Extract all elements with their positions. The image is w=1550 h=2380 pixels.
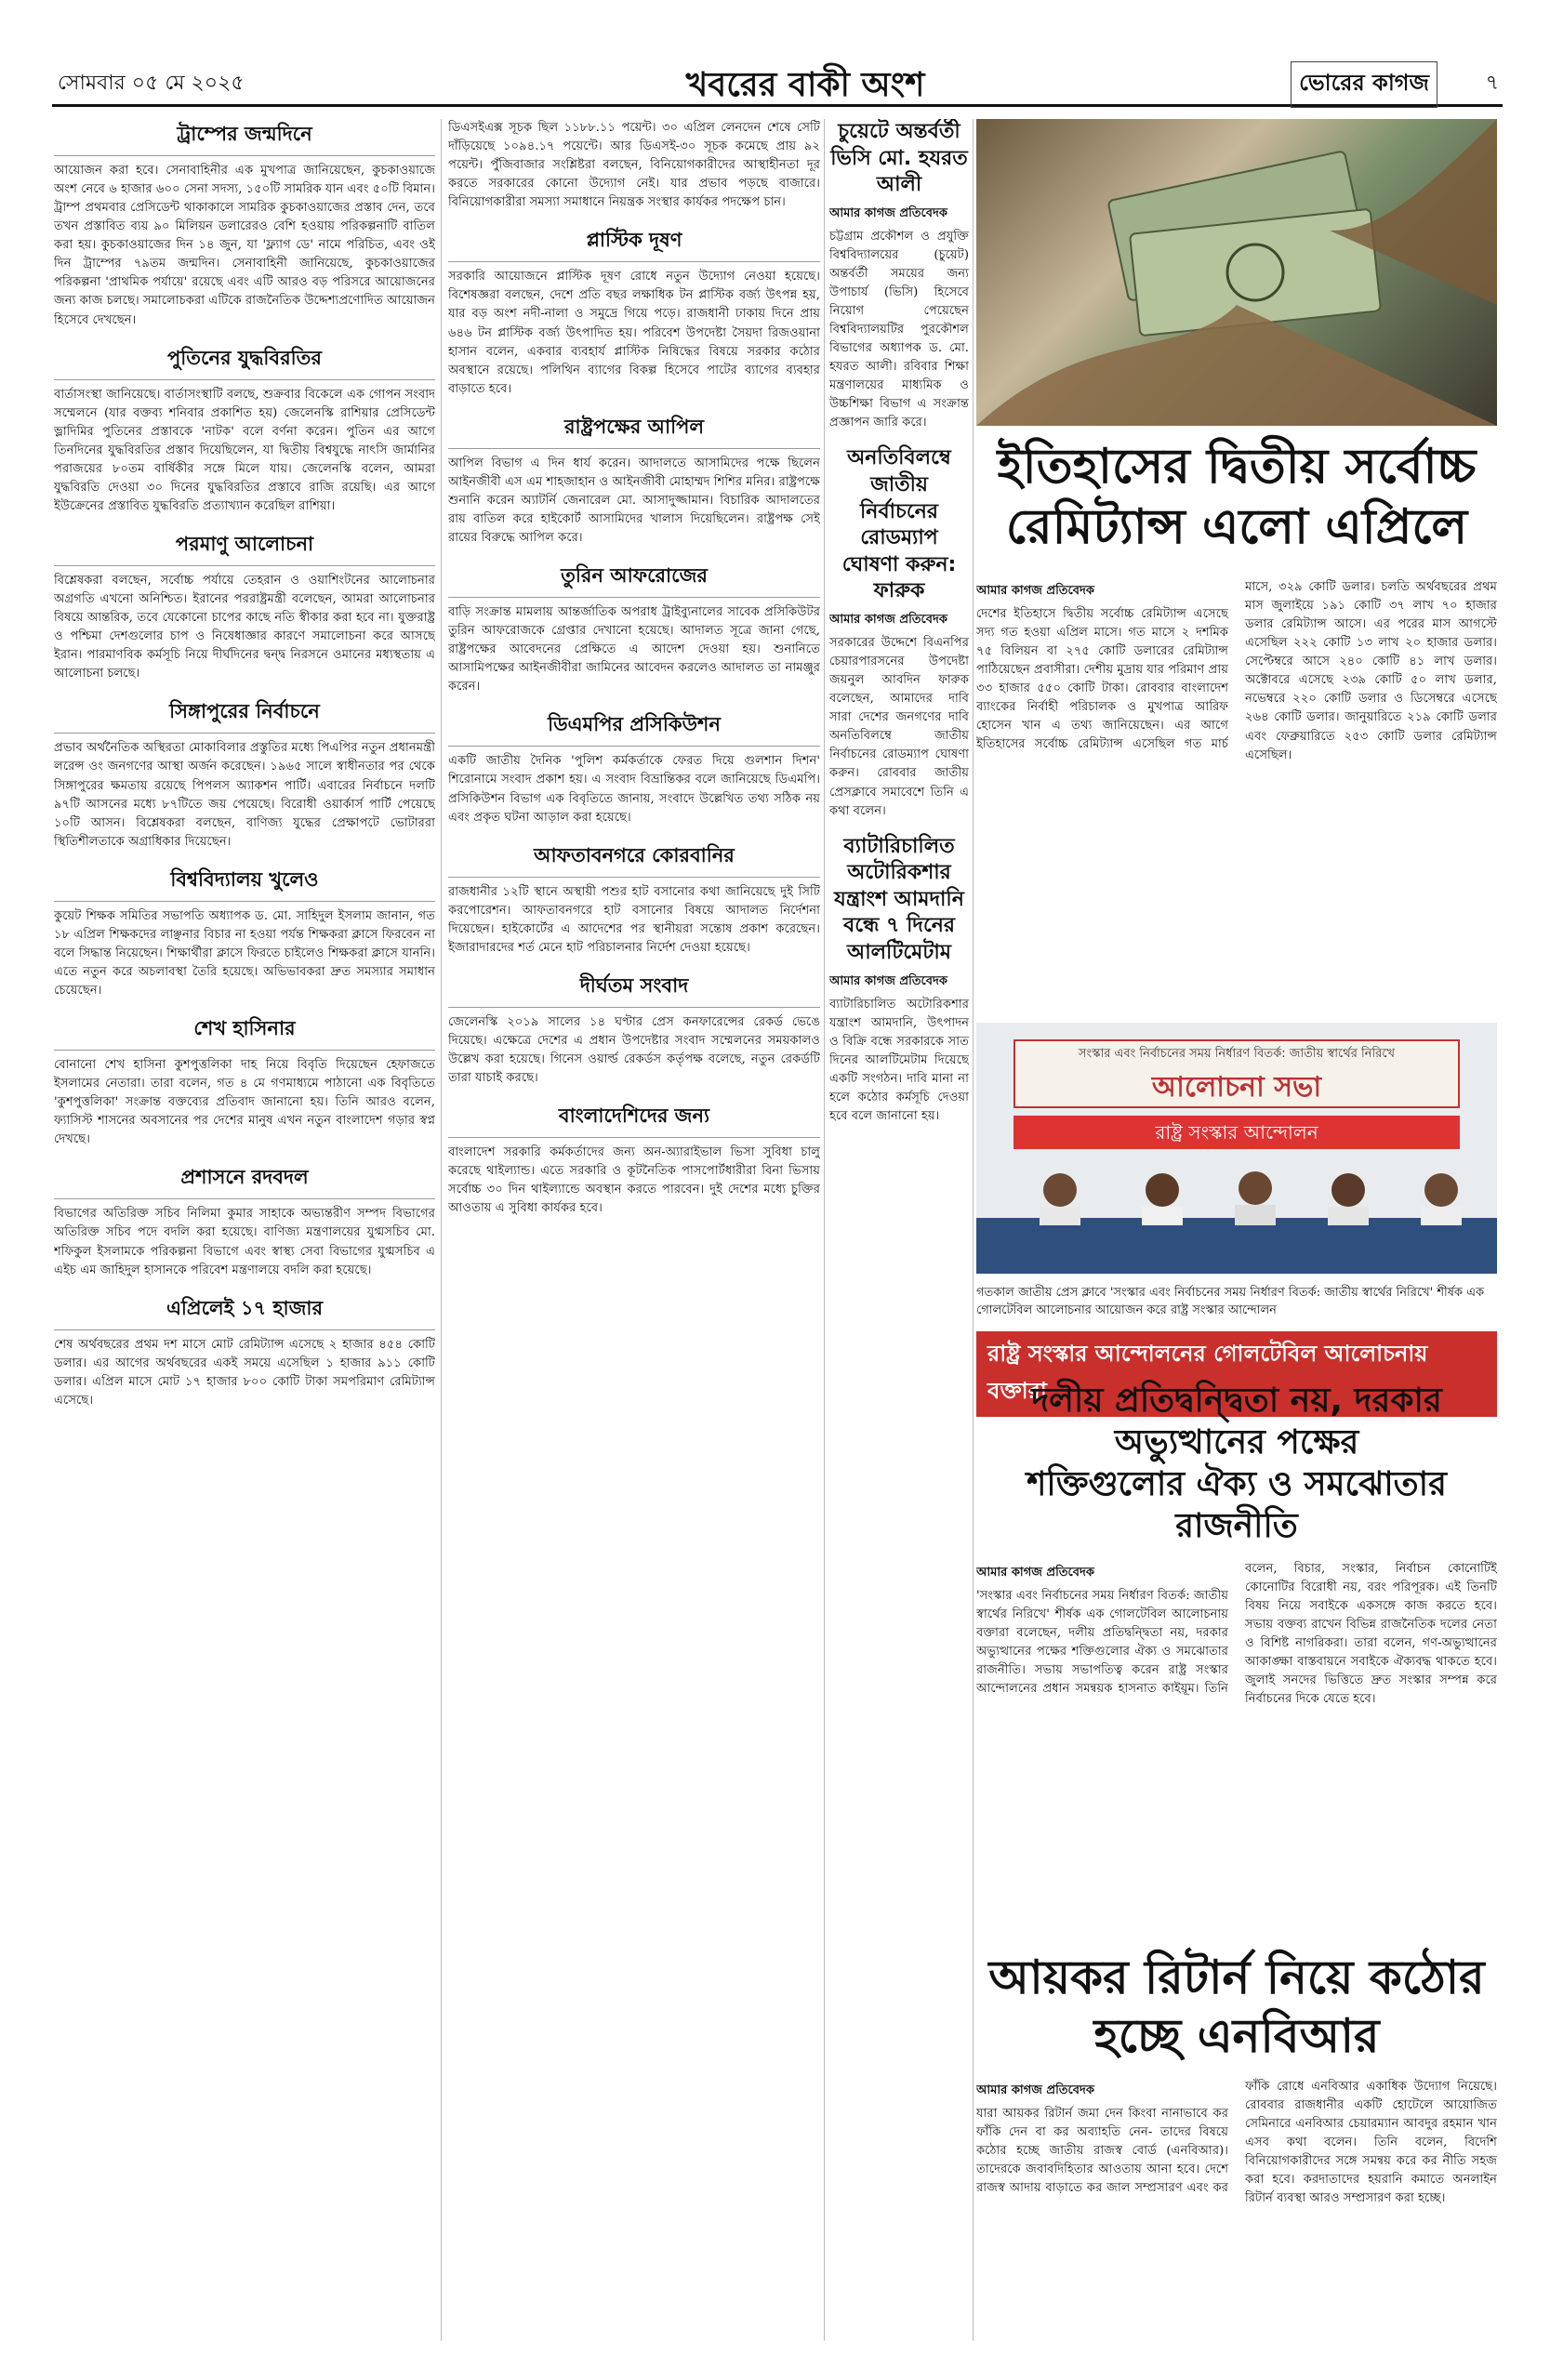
remittance-body [976, 578, 1497, 997]
banner-sub: আলোচনা সভা [1151, 1071, 1322, 1104]
tax-title-line1: আয়কর রিটার্ন নিয়ে কঠোর [988, 1950, 1485, 2004]
tax-body [976, 2078, 1497, 2292]
story-byline: আমার কাগজ প্রতিবেদক [829, 613, 947, 628]
money-image [976, 119, 1497, 426]
story-body: জেলেনস্কি ২০১৯ সালের ১৪ ঘণ্টার প্রেস কনফারেন্সের রেকর্ড ভেঙে দিয়েছে। এক্ষেত্রে দেশের এ প্রধান উপদেষ্টার সংবাদ সম্মেলনের সময়কালও উল্লেখ করা হয়েছে। গিনেস ওয়ার্ল্ড রেকর্ডস কর্তৃপক্ষ বলেছে, নতুন রেকর্ডটি তারা যাচাই করছে। [448, 1014, 820, 1086]
story-turin-afroz [448, 561, 820, 696]
story-body: 'সংস্কার এবং নির্বাচনের সময় নির্ধারণ বিতর্ক: জাতীয় স্বার্থের নিরিখে' শীর্ষক এক গোলটেবিল আলোচনায় বক্তারা বলেছেন, দলীয় প্রতিদ্বন্দ্বিতা নয়, দরকার অভ্যুত্থানের পক্ষের শক্তিগুলোর ঐক্য ও সমঝোতার রাজনীতি। সভায় সভাপতিত্ব করেন রাষ্ট্র সংস্কার আন্দোলনের প্রধান সমন্বয়ক হাসনাত কাইয়ূম। তিনি বলেন, বিচার, সংস্কার, নির্বাচন কোনোটিই কোনোটির বিরোধী নয়, বরং পরিপূরক। এই তিনটি বিষয় নিয়ে সবাইকে একসঙ্গে কাজ করতে হবে। সভায় বক্তব্য রাখেন বিভিন্ন রাজনৈতিক দলের নেতা ও বিশিষ্ট নাগরিকরা। তারা বলেন, গণ-অভ্যুত্থানের আকাঙ্ক্ষা বাস্তবায়নে সবাইকে ঐক্যবদ্ধ থাকতে হবে। জুলাই সনদের ভিত্তিতে দ্রুত সংস্কার সম্পন্ন করে নির্বাচনের দিকে যেতে হবে। [976, 1562, 1497, 1707]
remittance-title-line2: রেমিট্যান্স এলো এপ্রিলে [1005, 499, 1468, 555]
org-banner: রাষ্ট্র সংস্কার আন্দোলন [1013, 1116, 1460, 1149]
story-body: বিশ্লেষকরা বলছেন, সর্বোচ্চ পর্যায়ে তেহরান ও ওয়াশিংটনের আলোচনার অগ্রগতি এখনো অনিশ্চিত। ইরানের পররাষ্ট্রমন্ত্রী বলেছেন, আমরা আলোচনার বিষয়ে আন্তরিক, তবে যেকোনো চাপের কাছে নতি স্বীকার করা হবে না। যুক্তরাষ্ট্র ও পশ্চিমা দেশগুলোর চাপ ও নিষেধাজ্ঞার কারণে সমালোচনা করে আসছে ইরান। পারমাণবিক কর্মসূচি নিয়ে দীর্ঘদিনের দ্বন্দ্ব নিরসনে ওমানের মধ্যস্থতায় এ আলোচনা চলছে। [54, 574, 435, 681]
column-c [829, 119, 969, 2343]
story-headline: বাংলাদেশিদের জন্য [448, 1101, 820, 1138]
story-body: সরকারের উদ্দেশে বিএনপির চেয়ারপারসনের উপদেষ্টা জয়নুল আবদিন ফারুক বলেছেন, আমাদের দাবি সারা দেশের জনগণের দাবি অনতিবিলম্বে জাতীয় নির্বাচনের রোডম্যাপ ঘোষণা করুন। রোববার জাতীয় প্রেসক্লাবে সমাবেশে তিনি এ কথা বলেন। [829, 636, 969, 818]
story-plastic-pollution [448, 225, 820, 398]
story-aftabnagar-market [448, 840, 820, 958]
story-byline: আমার কাগজ প্রতিবেদক [976, 584, 1094, 598]
story-autorickshaw [829, 834, 969, 1126]
banner-text: সংস্কার এবং নির্বাচনের সময় নির্ধারণ বিতর্ক: জাতীয় স্বার্থের নিরিখে [1078, 1047, 1396, 1061]
story-headline: বিশ্ববিদ্যালয় খুলেও [54, 865, 435, 902]
section-bar: রাষ্ট্র সংস্কার আন্দোলনের গোলটেবিল আলোচনায় বক্তারা [976, 1331, 1497, 1417]
story-body: আয়োজন করা হবে। সেনাবাহিনীর এক মুখপাত্র জানিয়েছেন, কুচকাওয়াজে অংশ নেবে ৬ হাজার ৬০০ সেনা সদস্য, ১৫০টি সামরিক যান এবং ৫০টি বিমান। ট্রাম্প প্রথমবার প্রেসিডেন্ট থাকাকালে সামরিক কুচকাওয়াজের প্রস্তাব দেন, তবে তখন প্রস্তাবিত ব্যয় ৯০ মিলিয়ন ডলারেরও বেশি হওয়ায় পরিকল্পনাটি বাতিল করা হয়। কুচকাওয়াজের দিন ১৪ জুন, যা 'ফ্ল্যাগ ডে' নামে পরিচিত, এবং ওই দিন ট্রাম্পের ৭৯তম জন্মদিন। সেনাবাহিনী জানিয়েছে, কুচকাওয়াজের পরিকল্পনা 'প্রাথমিক পর্যায়ে' রয়েছে এবং এটি আরও বড় পরিসরে আয়োজনের জন্য কাজ চলছে। সমালোচকরা এটিকে রাজনৈতিক উদ্দেশ্যপ্রণোদিত আয়োজন হিসেবে দেখছেন। [54, 164, 435, 327]
story-body: ব্যাটারিচালিত অটোরিকশার যন্ত্রাংশ আমদানি, উৎপাদন ও বিক্রি বন্ধে সরকারকে সাত দিনের আলটিমেটাম দিয়েছে একটি সংগঠন। দাবি মানা না হলে কঠোর কর্মসূচি দেওয়া হবে বলে জানানো হয়। [829, 997, 969, 1123]
story-body: বিভাগের অতিরিক্ত সচিব নিলিমা কুমার সাহাকে অভ্যন্তরীণ সম্পদ বিভাগের অতিরিক্ত সচিব পদে বদলি করা হয়েছে। বাণিজ্য মন্ত্রণালয়ের যুগ্মসচিব মো. শফিকুল ইসলামকে পরিকল্পনা বিভাগে এবং স্বাস্থ্য সেবা বিভাগের যুগ্মসচিব এ এইচ এম জাহিদুল হাসানকে পরিবেশ মন্ত্রণালয়ে বদলি করা হয়েছে। [54, 1207, 435, 1277]
story-body: শেষ অর্থবছরের প্রথম দশ মাসে মোট রেমিট্যান্স এসেছে ২ হাজার ৪৫৪ কোটি ডলার। এর আগের অর্থবছরের একই সময়ে এসেছিল ১ হাজার ৯১১ কোটি ডলার। এপ্রিল মাসে মোট ১৭ হাজার ৮০০ কোটি টাকা সমপরিমাণ রেমিট্যান্স এসেছে। [54, 1337, 435, 1408]
story-body: বাংলাদেশ সরকারি কর্মকর্তাদের জন্য অন-অ্যারাইভাল ভিসা সুবিধা চালু করেছে থাইল্যান্ড। এতে সরকারি ও কূটনৈতিক পাসপোর্টধারীরা বিনা ভিসায় সর্বোচ্চ ৩০ দিন থাইল্যান্ডে অবস্থান করতে পারবেন। দুই দেশের মধ্যে চুক্তির আওতায় এ সুবিধা কার্যকর হবে। [448, 1145, 820, 1216]
story-singapore-election [54, 696, 435, 851]
story-headline: প্লাস্টিক দূষণ [448, 225, 820, 262]
story-headline: প্রশাসনে রদবদল [54, 1162, 435, 1199]
story-body: বার্তাসংস্থা জানিয়েছে। বার্তাসংস্থাটি বলছে, শুক্রবার বিকেলে এক গোপন সংবাদ সম্মেলনে (যার বক্তব্য শনিবার প্রকাশিত হয়) জেলেনস্কি রাশিয়ার প্রেসিডেন্ট ভ্লাদিমির পুতিনের প্রস্তাবকে 'নাটক' বলে বর্ণনা করেন। পুতিন এর আগে তিনদিনের যুদ্ধবিরতির প্রস্তাব দিয়েছিলেন, যা দ্বিতীয় বিশ্বযুদ্ধে নাৎসি জার্মানির পরাজয়ের ৮০তম বার্ষিকীর সঙ্গে মিলে যায়। জেলেনস্কি বলেন, আমরা যুদ্ধবিরতি দেওয়া ৩০ দিনের যুদ্ধবিরতির প্রস্তাবে রাজি রয়েছি। এর আগে ইউক্রেনের প্রস্তাবিত যুদ্ধবিরতি প্রত্যাখ্যান করেছিল রাশিয়া। [54, 387, 435, 513]
column-a [54, 119, 435, 2343]
story-headline: সিঙ্গাপুরের নির্বাচনে [54, 696, 435, 734]
remittance-title-line1: ইতিহাসের দ্বিতীয় সর্বোচ্চ [997, 439, 1477, 495]
story-longest-press [448, 971, 820, 1088]
remittance-story [976, 437, 1497, 997]
story-body: ডিএসইএক্স সূচক ছিল ১১৮৮.১১ পয়েন্ট। ৩০ এপ্রিল লেনদেন শেষে সেটি দাঁড়িয়েছে ১০৯৪.১৭ পয়েন্টে। আর ডিএসই-৩০ সূচক কমেছে প্রায় ৯২ পয়েন্ট। পুঁজিবাজার সংশ্লিষ্টরা বলছেন, বিনিয়োগকারীদের আস্থাহীনতা দূর করতে সরকারের কোনো উদ্যোগ নেই। যার প্রভাব পড়ছে বাজারে। বিনিয়োগকারীরা সমস্যা সমাধানে নিয়ন্ত্রক সংস্থার কার্যকর পদক্ষেপ চান। [448, 121, 820, 210]
story-body: চট্টগ্রাম প্রকৌশল ও প্রযুক্তি বিশ্ববিদ্যালয়ের (চুয়েট) অন্তর্বর্তী সময়ের জন্য উপাচার্য (ভিসি) হিসেবে নিয়োগ পেয়েছেন বিশ্ববিদ্যালয়টির পুরকৌশল বিভাগের অধ্যাপক ড. মো. হযরত আলী। রবিবার শিক্ষা মন্ত্রণালয়ের মাধ্যমিক ও উচ্চশিক্ষা বিভাগ এ সংক্রান্ত প্রজ্ঞাপন জারি করে। [829, 229, 969, 430]
story-byline: আমার কাগজ প্রতিবেদক [829, 973, 947, 988]
story-body: বোনানো শেখ হাসিনা কুশপুত্তলিকা দাহ নিয়ে বিবৃতি দিয়েছেন হেফাজতে ইসলামের নেতারা। তারা বলেন, গত ৪ মে গণমাধ্যমে পাঠানো এক বিবৃতিতে 'কুশপুত্তলিকা' সংক্রান্ত বক্তব্যের প্রতিবাদ জানানো হয়। তিনি আরও বলেন, ফ্যাসিস্ট শাসনের অবসানের পর দেশের মানুষ এখন নতুন বাংলাদেশ গড়ার স্বপ্ন দেখছে। [54, 1058, 435, 1147]
story-byline: আমার কাগজ প্রতিবেদক [829, 205, 947, 220]
story-headline: পরমাণু আলোচনা [54, 529, 435, 566]
story-headline: পুতিনের যুদ্ধবিরতির [54, 343, 435, 380]
column-b [448, 119, 820, 2343]
story-byline: আমার কাগজ প্রতিবেদক [976, 2083, 1094, 2097]
political-story [976, 1380, 1497, 1969]
dollar-notes-icon [976, 119, 1497, 426]
story-university [54, 865, 435, 1000]
story-headline: ডিএমপির প্রসিকিউশন [448, 709, 820, 747]
political-body [976, 1560, 1497, 1969]
political-title-line2: শক্তিগুলোর ঐক্য ও সমঝোতার রাজনীতি [1027, 1465, 1447, 1545]
story-headline: রাষ্ট্রপক্ষের আপিল [448, 412, 820, 449]
edition-date: সোমবার ০৫ মে ২০২৫ [58, 72, 245, 95]
story-trump-birthday [54, 119, 435, 330]
story-headline: আফতাবনগরে কোরবানির [448, 840, 820, 878]
story-byline: আমার কাগজ প্রতিবেদক [976, 1566, 1094, 1580]
story-headline: ট্রাম্পের জন্মদিনে [54, 119, 435, 156]
column-divider [973, 119, 974, 2341]
story-dmp-prosecution [448, 709, 820, 826]
story-body: কুয়েট শিক্ষক সমিতির সভাপতি অধ্যাপক ড. মো. সাহিদুল ইসলাম জানান, গত ১৮ এপ্রিল শিক্ষকদের লাঞ্ছনার বিচার না হওয়া পর্যন্ত শিক্ষকরা ক্লাসে ফিরবেন না বলে সিদ্ধান্ত নিয়েছেন। শিক্ষার্থীরা ক্লাসে ফিরতে চাইলেও শিক্ষকরা ক্লাসে যাননি। এতে নতুন করে অচলাবস্থা তৈরি হয়েছে। অভিভাবকরা দ্রুত সমস্যার সমাধান চেয়েছেন। [54, 908, 435, 998]
story-cuet-vc [829, 119, 969, 432]
story-body: প্রভাব অর্থনৈতিক অস্থিরতা মোকাবিলার প্রস্তুতির মধ্যে পিএপির নতুন প্রধানমন্ত্রী লরেন্স ওং জনগণের আস্থা অর্জন করেছেন। ১৯৬৫ সালে স্বাধীনতার পর থেকে সিঙ্গাপুরের ক্ষমতায় রয়েছে পিপলস অ্যাকশন পার্টি। এবারের নির্বাচনে দলটি ৯৭টি আসনের মধ্যে ৮৭টিতে জয় পেয়েছে। বিরোধী ওয়ার্কার্স পার্টি পেয়েছে ১০টি আসন। বিশ্লেষকরা বলছেন, বাণিজ্য যুদ্ধের প্রেক্ষাপটে ভোটাররা স্থিতিশীলতাকে অগ্রাধিকার দিয়েছেন। [54, 741, 435, 849]
story-body: বাড়ি সংক্রান্ত মামলায় আন্তর্জাতিক অপরাধ ট্রাইব্যুনালের সাবেক প্রসিকিউটর তুরিন আফরোজকে গ্রেপ্তার দেখানো হয়েছে। আদালত সূত্রে জানা গেছে, রাষ্ট্রপক্ষের আবেদনের প্রেক্ষিতে এ আদেশ দেওয়া হয়। শুনানিতে আসামিপক্ষের আইনজীবীরা জামিনের আবেদন করলেও আদালত তা নামঞ্জুর করেন। [448, 605, 820, 694]
story-body: যারা আয়কর রিটার্ন জমা দেন কিংবা নানাভাবে কর ফাঁকি দেন বা কর অব্যাহতি নেন- তাদের বিষয়ে কঠোর হচ্ছে জাতীয় রাজস্ব বোর্ড (এনবিআর)। তাদেরকে জবাবদিহিতার আওতায় আনা হবে। দেশে রাজস্ব আদায় বাড়াতে কর জাল সম্প্রসারণ এবং কর ফাঁকি রোধে এনবিআর একাধিক উদ্যোগ নিয়েছে। রোববার রাজধানীর একটি হোটেলে আয়োজিত সেমিনারে এনবিআর চেয়ারম্যান আবদুর রহমান খান এসব কথা বলেন। তিনি বলেন, বিদেশি বিনিয়োগকারীদের সঙ্গে সমন্বয় করে কর নীতি সহজ করা হবে। করদাতাদের হয়রানি কমাতে অনলাইন রিটার্ন ব্যবস্থা আরও সম্প্রসারণ করা হচ্ছে। [976, 2080, 1497, 2206]
story-headline: ব্যাটারিচালিত অটোরিকশার যন্ত্রাংশ আমদানি বন্ধে ৭ দিনের আলটিমেটাম [834, 834, 964, 965]
newspaper-logo: ভোরের কাগজ [1291, 61, 1437, 108]
story-body: রাজধানীর ১২টি স্থানে অস্থায়ী পশুর হাট বসানোর কথা জানিয়েছে দুই সিটি করপোরেশন। আফতাবনগরে হাট বসানোর বিষয়ে আদালত নির্দেশনা দিয়েছেন। হাইকোর্টের এ আদেশের পর স্থানীয়রা সন্তোষ প্রকাশ করেছেন। ইজারাদারদের শর্ত মেনে হাট পরিচালনার নির্দেশ দেওয়া হয়েছে। [448, 884, 820, 955]
tax-title-line2: হচ্ছে এনবিআর [1093, 2008, 1380, 2063]
story-putin-ceasefire [54, 343, 435, 516]
story-body: একটি জাতীয় দৈনিক 'পুলিশ কর্মকর্তাকে ফেরত দিয়ে গুলশান দিশন' শিরোনামে সংবাদ প্রকাশ হয়। এ সংবাদ বিভ্রান্তিকর বলে জানিয়েছে ডিএমপি। প্রসিকিউশন বিভাগ এক বিবৃতিতে জানায়, সংবাদে উল্লেখিত তথ্য সঠিক নয় এবং প্রকৃত ঘটনা আড়াল করা হয়েছে। [448, 754, 820, 825]
roundtable-photo [976, 1023, 1497, 1274]
story-april-remittance [54, 1293, 435, 1410]
column-divider [441, 119, 442, 2341]
story-body: দেশের ইতিহাসে দ্বিতীয় সর্বোচ্চ রেমিট্যান্স এসেছে সদ্য গত হওয়া এপ্রিল মাসে। গত মাসে ২ দশমিক ৭৫ বিলিয়ন বা ২৭৫ কোটি ডলারের রেমিট্যান্স পাঠিয়েছেন প্রবাসীরা। দেশীয় মুদ্রায় যার পরিমাণ প্রায় ৩৩ হাজার ৫৫০ কোটি টাকা। রোববার বাংলাদেশ ব্যাংকের নির্বাহী পরিচালক ও মুখপাত্র আরিফ হোসেন খান এ তথ্য জানিয়েছেন। এর আগে ইতিহাসের সর্বোচ্চ রেমিট্যান্স এসেছিল গত মার্চ মাসে, ৩২৯ কোটি ডলার। চলতি অর্থবছরের প্রথম মাস জুলাইয়ে ১৯১ কোটি ৩৭ লাখ ৭০ হাজার ডলার রেমিট্যান্স আসে। এর পরের মাস আগস্টে এসেছিল ২২২ কোটি ১৩ লাখ ২০ হাজার ডলার। সেপ্টেম্বরে আসে ২৪০ কোটি ৪১ লাখ ডলার। অক্টোবরে এসেছে ২৩৯ কোটি ৫০ লাখ ডলার, নভেম্বরে ২২০ কোটি ডলার ও ডিসেম্বরে এসেছে ২৬৪ কোটি ডলার। জানুয়ারিতে ২১৯ কোটি ডলার এবং ফেব্রুয়ারিতে ২৫৩ কোটি ডলার রেমিট্যান্স এসেছিল। [976, 580, 1497, 762]
page-header [52, 56, 1503, 107]
remittance-photo [976, 119, 1497, 426]
photo-caption: গতকাল জাতীয় প্রেস ক্লাবে 'সংস্কার এবং নির্বাচনের সময় নির্ধারণ বিতর্ক: জাতীয় স্বার্থের নিরিখে' শীর্ষক এক গোলটেবিল আলোচনার আয়োজন করে রাষ্ট্র সংস্কার আন্দোলন [976, 1286, 1485, 1317]
column-divider [824, 119, 825, 2341]
page-number: ৭ [1485, 72, 1499, 95]
story-headline: চুয়েটে অন্তর্বর্তী ভিসি মো. হযরত আলী [830, 120, 968, 197]
story-headline: অনতিবিলম্বে জাতীয় নির্বাচনের রোডম্যাপ ঘোষণা করুন: ফারুক [841, 446, 957, 603]
political-title-line1: দলীয় প্রতিদ্বন্দ্বিতা নয়, দরকার অভ্যুত্থানের পক্ষের [1031, 1382, 1442, 1461]
story-sheikh-hasina [54, 1013, 435, 1149]
story-headline: এপ্রিলেই ১৭ হাজার [54, 1293, 435, 1330]
story-body: সরকারি আয়োজনে প্লাস্টিক দূষণ রোধে নতুন উদ্যোগ নেওয়া হয়েছে। বিশেষজ্ঞরা বলছেন, দেশে প্রতি বছর লক্ষাধিক টন প্লাস্টিক বর্জ্য উৎপন্ন হয়, যার বড় অংশ নদী-নালা ও সমুদ্রে গিয়ে পড়ে। রাজধানী ঢাকায় দিনে প্রায় ৬৪৬ টন প্লাস্টিক বর্জ্য উৎপাদিত হয়। পরিবেশ উপদেষ্টা সৈয়দা রিজওয়ানা হাসান বলেন, একবার ব্যবহার্য প্লাস্টিক নিষিদ্ধের বিষয়ে সরকার কঠোর অবস্থানে রয়েছে। পলিথিন ব্যাগের বিকল্প হিসেবে পাটের ব্যাগের ব্যবহার বাড়াতে হবে। [448, 270, 820, 396]
story-headline: শেখ হাসিনার [54, 1013, 435, 1051]
story-body: আপিল বিভাগ এ দিন ধার্য করেন। আদালতে আসামিদের পক্ষে ছিলেন আইনজীবী এস এম শাহজাহান ও আইনজীবী মোহাম্মদ শিশির মনির। রাষ্ট্রপক্ষে শুনানি করেন অ্যাটর্নি জেনারেল মো. আসাদুজ্জামান। বিচারিক আদালতের রায় বাতিল করে হাইকোর্ট আসামিদের খালাস দিয়েছিলেন। রাষ্ট্রপক্ষ সেই রায়ের বিরুদ্ধে আপিল করে। [448, 456, 820, 545]
story-for-bangladeshis [448, 1101, 820, 1218]
story-headline: দীর্ঘতম সংবাদ [448, 971, 820, 1008]
story-stock-market [448, 119, 820, 212]
story-roadmap [829, 445, 969, 820]
story-admin-reshuffle [54, 1162, 435, 1279]
story-headline: তুরিন আফরোজের [448, 561, 820, 598]
story-nuclear-talks [54, 529, 435, 683]
section-title: খবরের বাকী অংশ [685, 66, 925, 104]
tax-story [976, 1949, 1497, 2292]
event-banner [1013, 1039, 1460, 1108]
speakers-table-icon [976, 1153, 1497, 1274]
story-state-appeal [448, 412, 820, 548]
